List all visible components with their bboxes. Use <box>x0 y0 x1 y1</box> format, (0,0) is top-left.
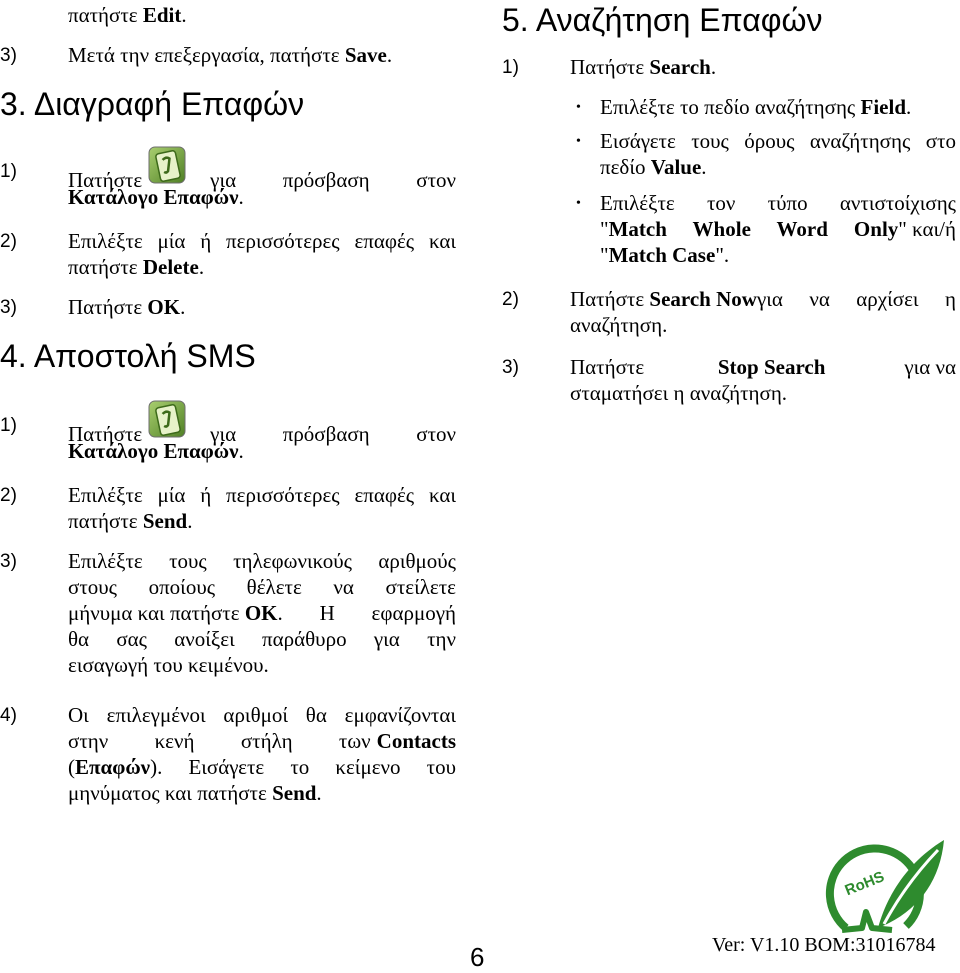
sms-step-3: 3) Επιλέξτε τους τηλεφωνικούς αριθμούς στους οποίους θέλετε να στείλετε μήνυμα και πατήστε OK . Η εφαρμογή θα σας ανοίξει παράθυρο για την εισαγωγή του κειμένου. <box>0 549 456 677</box>
rohs-text: RoHS <box>842 868 887 900</box>
search-step-2: 2) Πατήστε Search Now για να αρχίσει η αναζήτηση. <box>502 287 956 337</box>
delete-step-1: 1) Πατήστε για πρόσβαση στον Κατάλογο Επαφών. <box>0 158 460 214</box>
page-number: 6 <box>470 942 485 972</box>
section-5-title: 5. Αναζήτηση Επαφών <box>502 2 823 38</box>
search-bullet-match: • Επιλέξτε τον τύπο αντιστοίχισης " Match Whole Word Only " και/ή "Match Case". <box>576 191 956 267</box>
sms-step-1: 1) Πατήστε για πρόσβαση στον Κατάλογο Επαφών. <box>0 412 460 468</box>
contacts-book-icon[interactable] <box>146 144 190 188</box>
sms-step-4: 4) Οι επιλεγμένοι αριθμοί θα εμφανίζονται στην κενή στήλη των Contacts ( Επαφών ). Εισάγετε το κείμενο του μηνύματος και πατήστε Send. <box>0 703 456 805</box>
rohs-leaf-logo <box>816 828 956 948</box>
delete-step-2: 2) Επιλέξτε μία ή περισσότερες επαφές και πατήστε Delete. <box>0 229 456 279</box>
search-step-3: 3) Πατήστε Stop Search για να σταματήσει η αναζήτηση. <box>502 355 956 405</box>
contacts-book-icon[interactable] <box>146 398 190 442</box>
version-info: Ver: V1.10 BOM:31016784 <box>712 934 936 956</box>
section-3-title: 3. Διαγραφή Επαφών <box>0 86 305 122</box>
continuation-line: πατήστε Edit. <box>68 3 187 27</box>
sms-step-2: 2) Επιλέξτε μία ή περισσότερες επαφές και πατήστε Send. <box>0 483 456 533</box>
search-bullet-value: • Εισάγετε τους όρους αναζήτησης στο πεδίο Value. <box>576 129 956 179</box>
section-4-title: 4. Αποστολή SMS <box>0 338 256 374</box>
